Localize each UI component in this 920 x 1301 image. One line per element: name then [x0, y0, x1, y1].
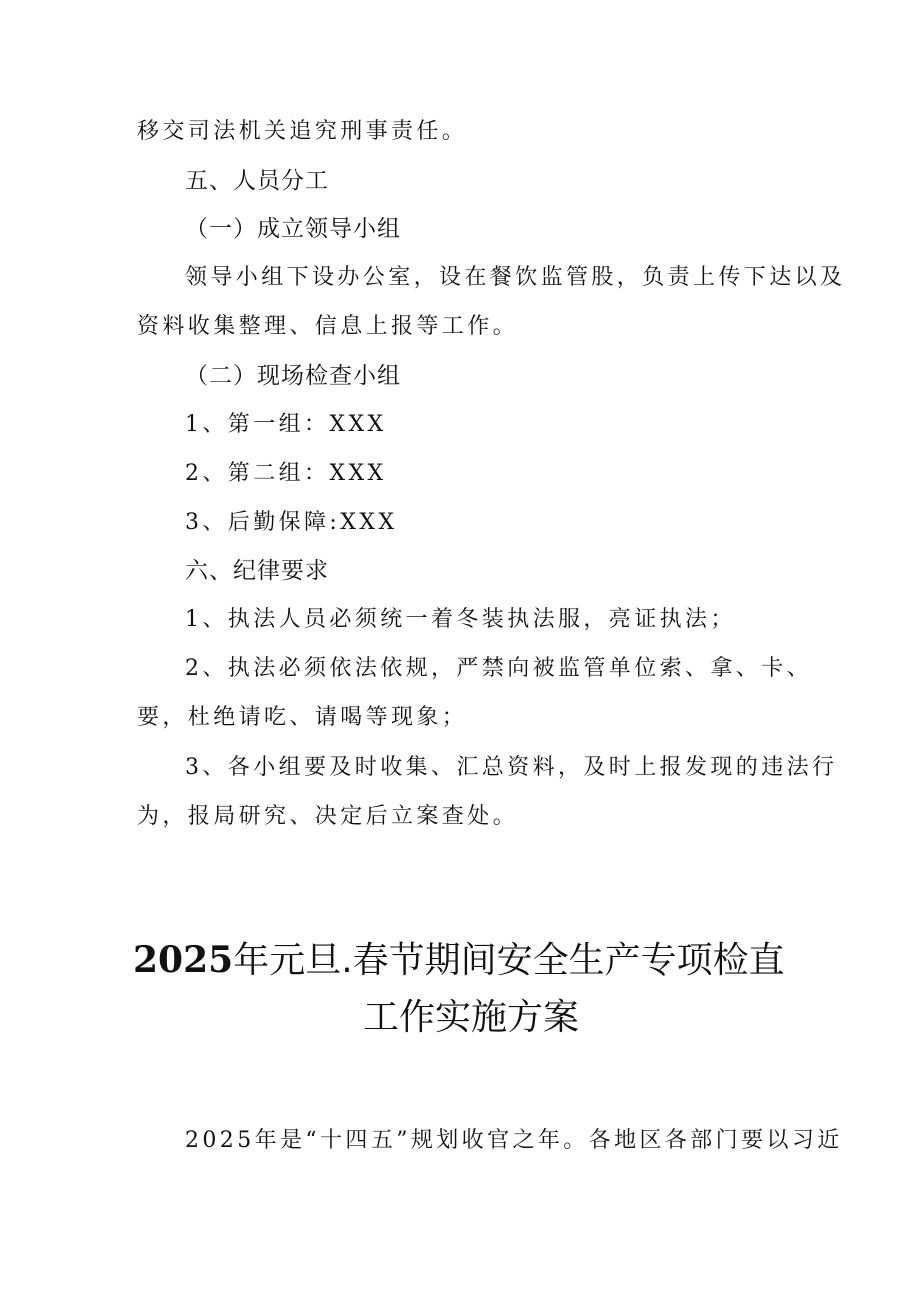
list-item: 3、后勤保障:XXX: [185, 510, 398, 535]
list-item: 2、第二组：XXX: [185, 461, 387, 486]
paragraph-line: 资料收集整理、信息上报等工作。: [137, 314, 519, 339]
paragraph-line: 移交司法机关追究刑事责任。: [137, 119, 468, 144]
paragraph-line: 要，杜绝请吃、请喝等现象；: [137, 705, 468, 730]
list-item: 3、各小组要及时收集、汇总资料，及时上报发现的违法行: [185, 755, 838, 780]
list-item: 2、执法必须依法依规，严禁向被监管单位索、拿、卡、: [185, 656, 812, 681]
document-title-line2: 工作实施方案: [363, 997, 580, 1038]
subheading-inspection-group: （二）现场检查小组: [185, 363, 401, 389]
section-heading-discipline: 六、纪律要求: [185, 558, 329, 584]
paragraph-line: 领导小组下设办公室，设在餐饮监管股，负责上传下达以及: [185, 265, 846, 290]
subheading-leading-group: （一）成立领导小组: [185, 216, 401, 242]
document-title: [133, 937, 785, 984]
section-heading-personnel: 五、人员分工: [185, 168, 329, 194]
list-item: 1、执法人员必须统一着冬装执法服，亮证执法；: [185, 607, 736, 632]
paragraph-line: 为，报局研究、决定后立案查处。: [137, 804, 519, 829]
title-line1: 年元旦.春节期间安全生产专项检直: [233, 940, 785, 981]
title-year: 2025: [133, 939, 234, 981]
list-item: 1、第一组：XXX: [185, 412, 387, 437]
intro-paragraph: 2025年是“十四五”规划收官之年。各地区各部门要以习近: [185, 1128, 843, 1153]
